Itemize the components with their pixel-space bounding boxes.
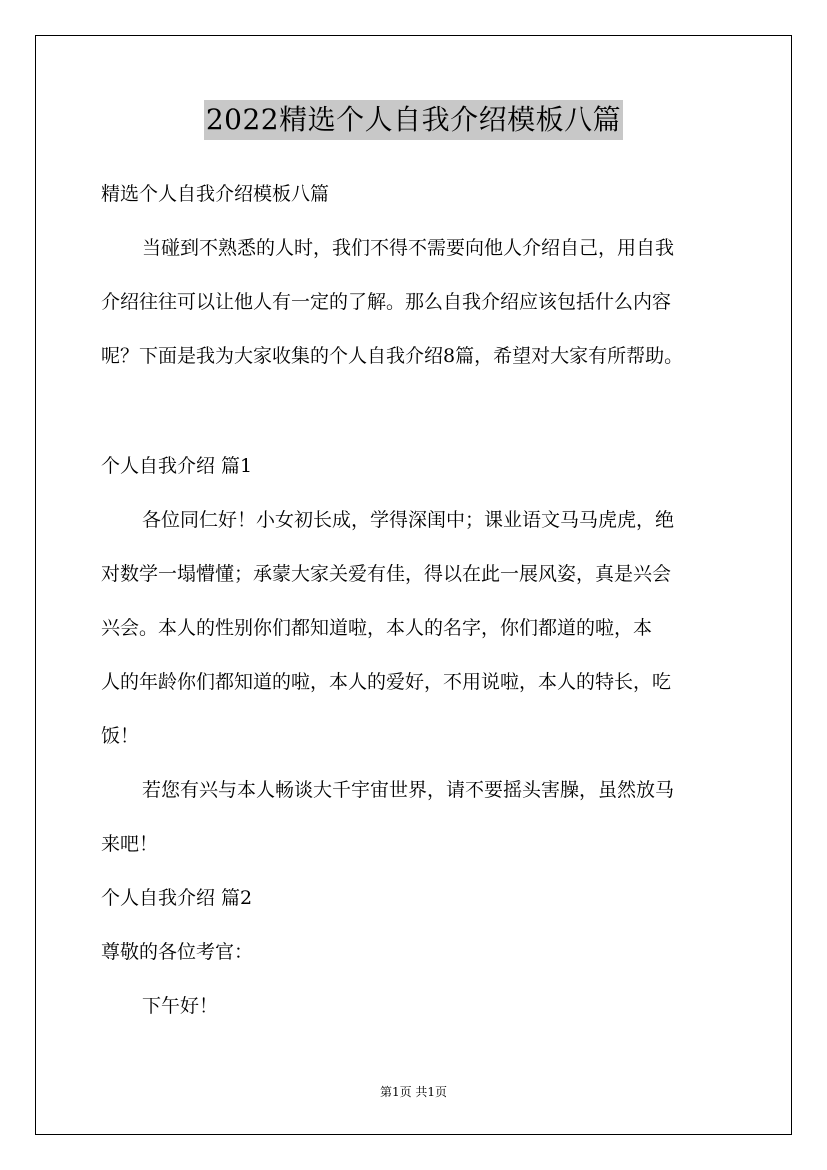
section1-heading: 个人自我介绍 篇1 [101, 455, 253, 477]
section2-salutation: 尊敬的各位考官： [101, 941, 254, 963]
page-footer: 第1页 共1页 [379, 1085, 448, 1099]
intro-line-1: 当碰到不熟悉的人时，我们不得不需要向他人介绍自己，用自我 [142, 237, 675, 259]
intro-line-3: 呢？下面是我为大家收集的个人自我介绍8篇，希望对大家有所帮助。 [101, 345, 684, 367]
section1-para1-line-3: 兴会。本人的性别你们都知道啦，本人的名字，你们都道的啦，本 [101, 617, 653, 639]
section1-para2-line-1: 若您有兴与本人畅谈大千宇宙世界，请不要摇头害臊，虽然放马 [142, 779, 675, 801]
section1-para1-line-2: 对数学一塌懵懂；承蒙大家关爱有佳，得以在此一展风姿，真是兴会 [101, 563, 672, 585]
document-subtitle: 精选个人自我介绍模板八篇 [101, 183, 330, 205]
intro-line-2: 介绍往往可以让他人有一定的了解。那么自我介绍应该包括什么内容 [101, 291, 672, 313]
title-container [0, 100, 827, 140]
section1-para2-line-2: 来吧！ [101, 833, 159, 855]
section1-para1-line-1: 各位同仁好！小女初长成，学得深闺中；课业语文马马虎虎，绝 [142, 509, 675, 531]
section2-greeting: 下午好！ [142, 995, 219, 1017]
document-title: 2022精选个人自我介绍模板八篇 [204, 100, 623, 140]
section2-heading: 个人自我介绍 篇2 [101, 887, 253, 909]
section1-para1-line-5: 饭！ [101, 725, 140, 747]
section1-para1-line-4: 人的年龄你们都知道的啦，本人的爱好，不用说啦，本人的特长，吃 [101, 671, 672, 693]
